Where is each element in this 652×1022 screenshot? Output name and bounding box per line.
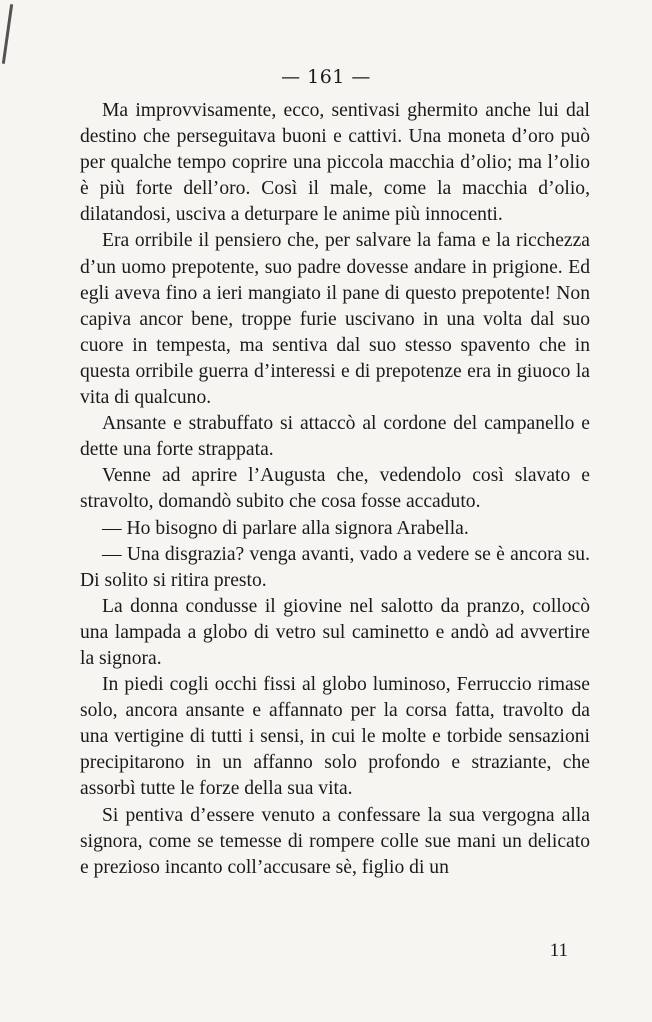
paragraph: La donna condusse il giovine nel salotto da pranzo, collocò una lampada a globo di vetro sul caminetto e andò ad avvertire la signora. — [80, 595, 590, 669]
page-edge-mark — [2, 4, 13, 64]
paragraph: — Una disgrazia? venga avanti, vado a vedere se è ancora su. Di solito si ritira presto. — [80, 543, 590, 591]
paragraph: In piedi cogli occhi fissi al globo luminoso, Ferruccio rimase solo, ancora ansante e affannato per la corsa fatta, travolto da una vertigine di tutti i sensi, in cui le molte e torbide sensazioni precipitarono in un affanno solo profondo e straziante, che assorbì tutte le forze della sua vita. — [80, 674, 590, 800]
paragraph: — Ho bisogno di parlare alla signora Arabella. — [102, 517, 469, 539]
signature-mark: 11 — [549, 940, 568, 961]
paragraph: Ma improvvisamente, ecco, sentivasi ghermito anche lui dal destino che perseguitava buoni e cattivi. Una moneta d’oro può per qualche tempo coprire una piccola macchia d’olio; ma l’olio è più forte dell’oro. Così il male, come la macchia d’olio, dilatandosi, usciva a deturpare le anime più innocenti. — [80, 100, 590, 226]
paragraph: Si pentiva d’essere venuto a confessare la sua vergogna alla signora, come se temesse di rompere colle sue mani un delicato e prezioso incanto coll’accusare sè, figlio di un — [80, 804, 590, 878]
paragraph: Ansante e strabuffato si attaccò al cordone del campanello e dette una forte strappata. — [80, 413, 590, 461]
paragraph: Venne ad aprire l’Augusta che, vedendolo così slavato e stravolto, domandò subito che cosa fosse accaduto. — [80, 465, 590, 513]
paragraph: Era orribile il pensiero che, per salvare la fama e la ricchezza d’un uomo prepotente, suo padre dovesse andare in prigione. Ed egli aveva fino a ieri mangiato il pane di questo prepotente! Non capiva ancor bene, troppe furie uscivano in una volta dal suo cuore in tempesta, ma sentiva dal suo stesso spavento che in questa orribile guerra d’interessi e di prepotenze era in giuoco la vita di qualcuno. — [80, 230, 590, 409]
body-text — [80, 98, 590, 881]
page-number-header: — 161 — — [281, 66, 371, 88]
